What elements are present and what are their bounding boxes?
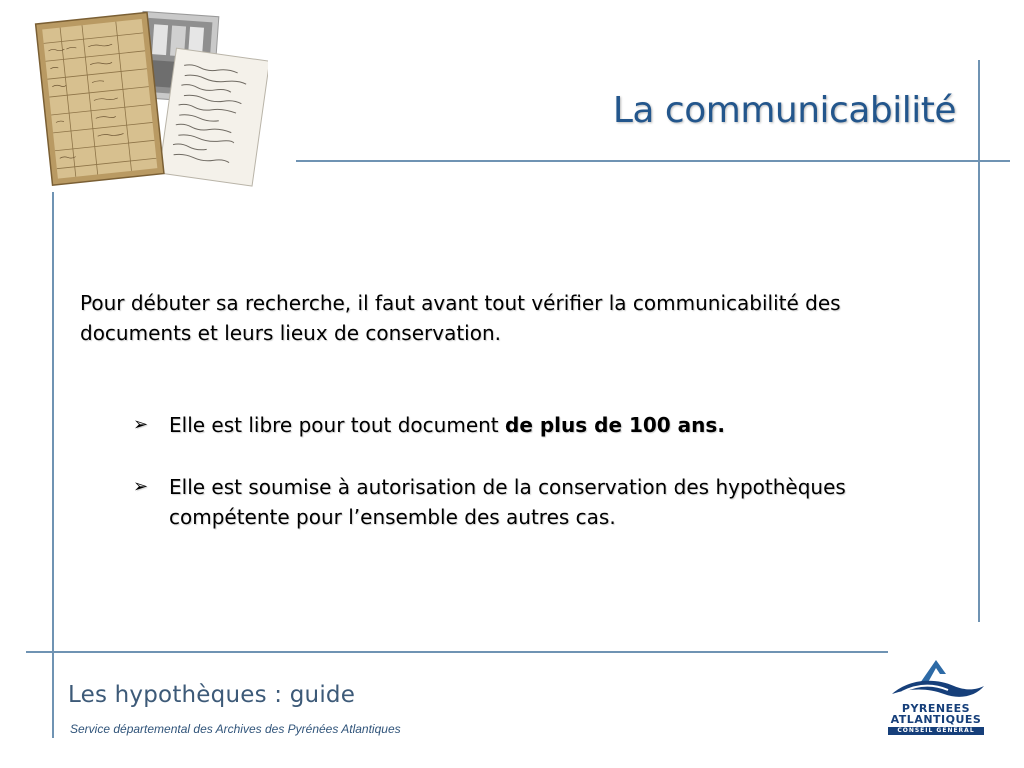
bullet-emphasis: de plus de 100 ans. bbox=[505, 413, 725, 437]
bullet-text: Elle est soumise à autorisation de la conservation des hypothèques compétente pour l’ensemble des autres cas. bbox=[169, 475, 846, 529]
top-rule bbox=[296, 160, 1010, 162]
archive-documents-icon bbox=[28, 6, 268, 190]
slide-title: La communicabilité bbox=[612, 90, 956, 131]
arrow-bullet-icon: ➢ bbox=[133, 414, 149, 435]
right-rule bbox=[978, 60, 980, 622]
pyrenees-atlantiques-logo bbox=[884, 656, 988, 736]
arrow-bullet-icon: ➢ bbox=[133, 476, 149, 497]
bullet-list bbox=[133, 410, 953, 564]
footer-subtitle: Service départemental des Archives des Pyrénées Atlantiques bbox=[70, 722, 401, 736]
list-item bbox=[133, 472, 953, 532]
logo-line-2: ATLANTIQUES bbox=[890, 713, 982, 726]
footer-title: Les hypothèques : guide bbox=[68, 682, 356, 708]
logo-line-3: CONSEIL GENERAL bbox=[888, 727, 984, 735]
logo-line-1: PYRENEES bbox=[901, 702, 971, 715]
mountain-wave-icon bbox=[884, 656, 988, 704]
left-rule bbox=[52, 192, 54, 738]
list-item bbox=[133, 410, 953, 440]
bullet-text: Elle est libre pour tout document bbox=[169, 413, 505, 437]
bottom-rule bbox=[26, 651, 888, 653]
intro-paragraph: Pour débuter sa recherche, il faut avant tout vérifier la communicabilité des documents et leurs lieux de conservation. bbox=[80, 291, 841, 345]
